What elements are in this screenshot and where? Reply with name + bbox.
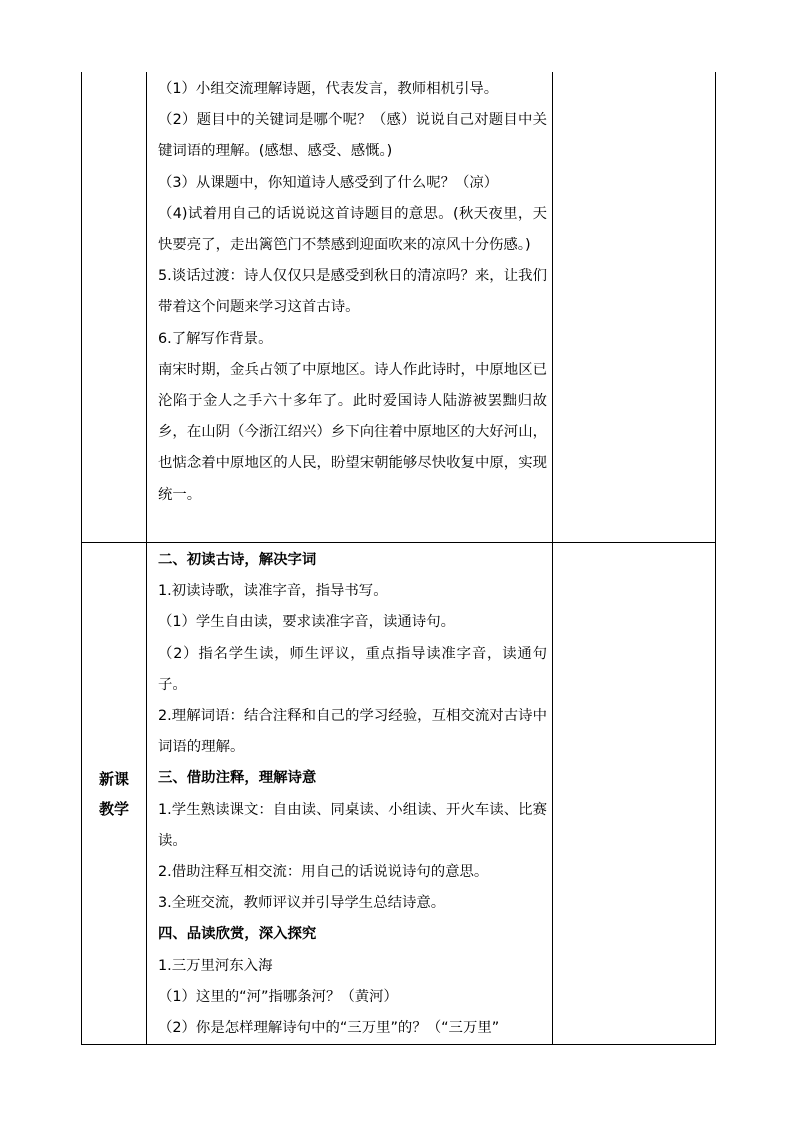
table-row-continuation: [82, 72, 716, 543]
section-label: 新课教学: [98, 769, 129, 818]
paragraph: 6.了解写作背景。: [158, 330, 273, 347]
section1-content: [147, 72, 552, 511]
label-cell-empty: [82, 72, 147, 543]
paragraph: 2.借助注释互相交流：用自己的话说说诗句的意思。: [158, 864, 489, 881]
content-cell-section2: [147, 543, 553, 1045]
label-cell-new-lesson: [82, 543, 147, 1045]
paragraph: 1.初读诗歌，读准字音，指导书写。: [158, 583, 388, 600]
paragraph: （3）从课题中，你知道诗人感受到了什么呢？（凉）: [158, 174, 499, 191]
content-cell-section1: [147, 72, 553, 543]
paragraph: （2）你是怎样理解诗句中的“三万里”的？（“三万里”: [158, 1020, 500, 1037]
paragraph: （2）指名学生读，师生评议，重点指导读准字音，读通句子。: [158, 645, 547, 693]
paragraph: （1）学生自由读，要求读准字音，读通诗句。: [158, 614, 455, 631]
paragraph: 3.全班交流，教师评议并引导学生总结诗意。: [158, 895, 446, 912]
paragraph: 5.谈话过渡：诗人仅仅只是感受到秋日的清凉吗？来，让我们带着这个问题来学习这首古诗。: [158, 268, 547, 316]
heading: 四、品读欣赏，深入探究: [158, 926, 317, 943]
notes-cell-section1: [553, 72, 716, 543]
paragraph: 南宋时期，金兵占领了中原地区。诗人作此诗时，中原地区已沦陷于金人之手六十多年了。此时爱国诗人陆游被罢黜归故乡，在山阴（今浙江绍兴）乡下向往着中原地区的大好河山，也惦念着中原地区的人民，盼望宋朝能够尽快收复中原，实现统一。: [158, 361, 547, 503]
paragraph: 1.学生熟读课文：自由读、同桌读、小组读、开火车读、比赛读。: [158, 801, 547, 849]
table-row-new-lesson: [82, 543, 716, 1045]
notes-cell-section2: [553, 543, 716, 1045]
heading: 三、借助注释，理解诗意: [158, 770, 317, 787]
section2-content: [147, 543, 552, 1044]
paragraph: （4)试着用自己的话说说这首诗题目的意思。(秋天夜里，天快要亮了，走出篱笆门不禁感到迎面吹来的凉风十分伤感。): [158, 205, 547, 254]
paragraph: （1）小组交流理解诗题，代表发言，教师相机引导。: [158, 81, 499, 97]
lesson-plan-table: [81, 72, 716, 1045]
paragraph: 1.三万里河东入海: [158, 957, 273, 974]
paragraph: （1）这里的“河”指哪条河？（黄河）: [158, 988, 398, 1005]
paragraph: 2.理解词语：结合注释和自己的学习经验，互相交流对古诗中词语的理解。: [158, 708, 547, 756]
paragraph: （2）题目中的关键词是哪个呢？（感）说说自己对题目中关键词语的理解。(感想、感受、感慨。): [158, 112, 547, 160]
heading: 二、初读古诗，解决字词: [158, 552, 317, 568]
